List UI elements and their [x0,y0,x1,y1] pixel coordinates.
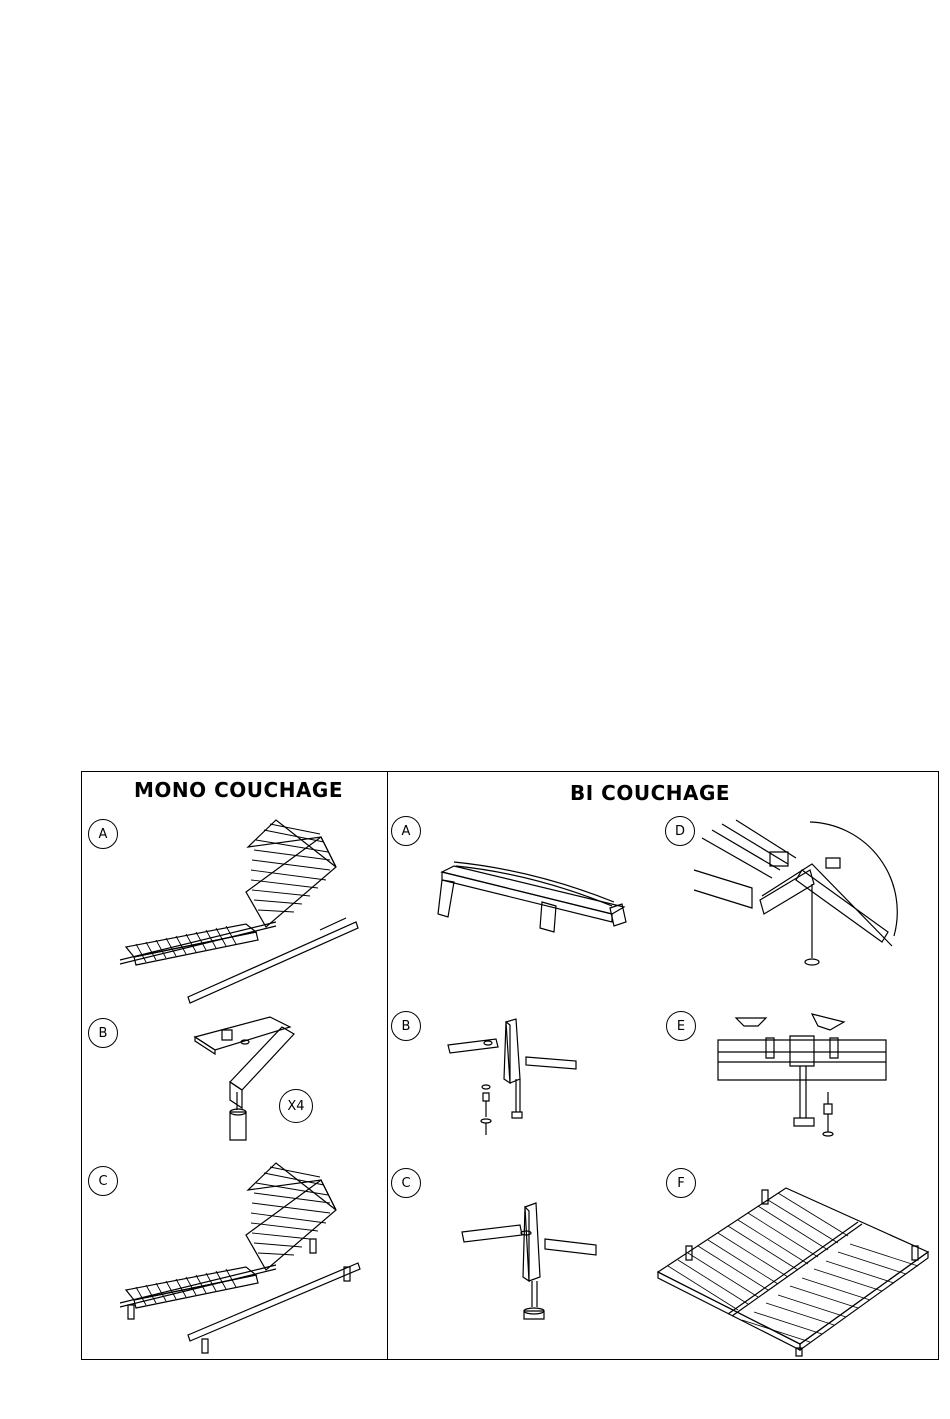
center-leg-screw-icon [446,1017,586,1147]
junction-detail-icon [692,818,897,968]
bed-frame-icon [106,812,362,1002]
double-bed-icon [656,1182,932,1357]
bi-step-b-label: B [391,1011,421,1041]
bi-step-c-label: C [391,1168,421,1198]
quantity-x4-label: X4 [279,1089,313,1123]
bi-step-d-label: D [665,816,695,846]
crossbar-icon [434,852,634,942]
mono-step-c-label: C [88,1166,118,1196]
center-leg-icon [460,1177,600,1327]
mono-step-b-label: B [88,1018,118,1048]
bi-step-a-label: A [391,816,421,846]
bi-couchage-title: BI COUCHAGE [570,781,731,805]
column-divider [387,772,388,1359]
bi-step-f-label: F [666,1168,696,1198]
mono-couchage-title: MONO COUCHAGE [134,778,343,802]
assembly-diagram-frame [81,771,939,1360]
mono-step-a-label: A [88,819,118,849]
double-junction-icon [718,1008,894,1153]
bi-step-e-label: E [666,1011,696,1041]
bed-frame-with-legs-icon [106,1155,362,1355]
leg-fitting-icon [190,1012,320,1142]
